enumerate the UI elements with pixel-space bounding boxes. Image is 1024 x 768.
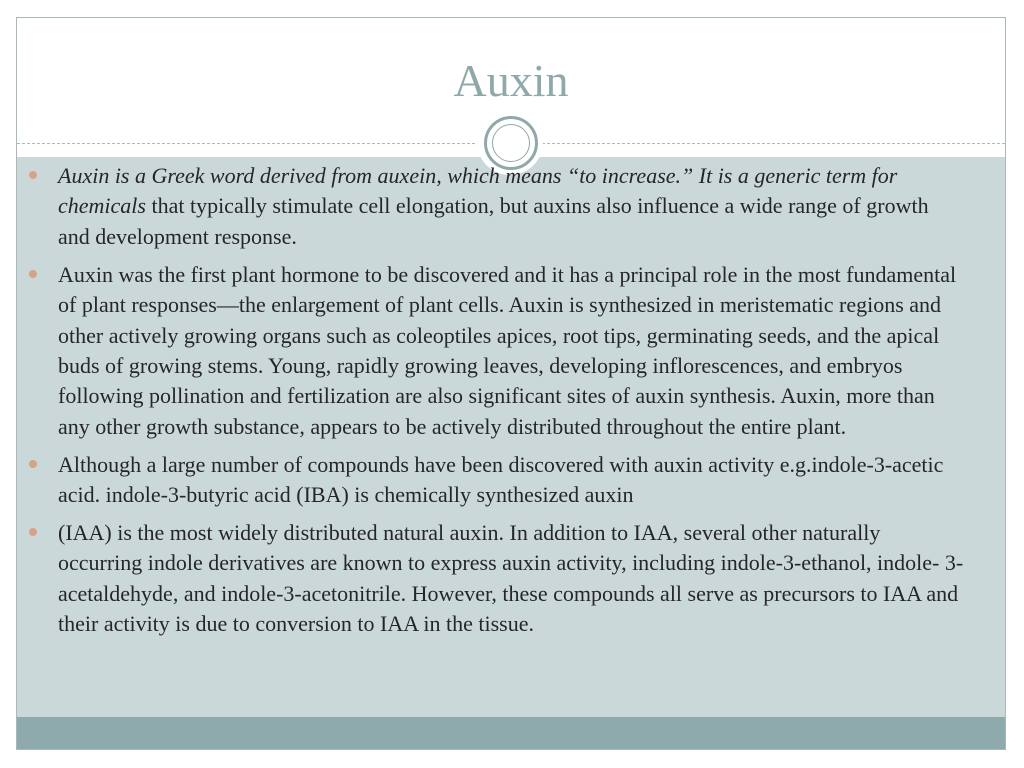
bullet-text: that typically stimulate cell elongation, but auxins also influence a wide range of growth and development response. — [58, 193, 929, 249]
bullet-dot-icon — [29, 460, 37, 468]
bullet-item — [24, 450, 964, 511]
bullet-item — [24, 518, 964, 640]
circle-ornament-inner — [492, 124, 530, 162]
bullet-item — [24, 260, 964, 442]
bullet-dot-icon — [29, 270, 37, 278]
footer-band — [17, 717, 1005, 750]
bullet-text: Although a large number of compounds have been discovered with auxin activity e.g.indole-3-acetic acid. indole-3-butyric acid (IBA) is chemically synthesized auxin — [58, 451, 944, 508]
bullet-dot-icon — [29, 528, 37, 536]
bullet-text: (IAA) is the most widely distributed natural auxin. In addition to IAA, several other naturally occurring indole derivatives are known to express auxin activity, including indole-3-ethanol, indole- 3-acetaldehyde, and indole-3-acetonitrile. However, these compounds all serve as precursors to IAA and their activity is due to conversion to IAA in the tissue. — [58, 519, 964, 637]
slide-title: Auxin — [453, 55, 569, 106]
bullet-text: Auxin was the first plant hormone to be discovered and it has a principal role in the most fundamental of plant responses—the enlargement of plant cells. Auxin is synthesized in meristematic regions and other actively growing organs such as coleoptiles apices, root tips, germinating seeds, and the apical buds of growing stems. Young, rapidly growing leaves, developing inflorescences, and embryos following pollination and fertilization are also significant sites of auxin synthesis. Auxin, more than any other growth substance, appears to be actively distributed throughout the entire plant. — [58, 261, 957, 439]
bullet-list — [24, 161, 964, 647]
bullet-item — [24, 161, 964, 252]
bullet-dot-icon — [29, 171, 37, 179]
bullet-italic-text: Auxin is a Greek word derived from auxein, which means “to increase.” It is a generic term for chemicals — [58, 163, 898, 219]
